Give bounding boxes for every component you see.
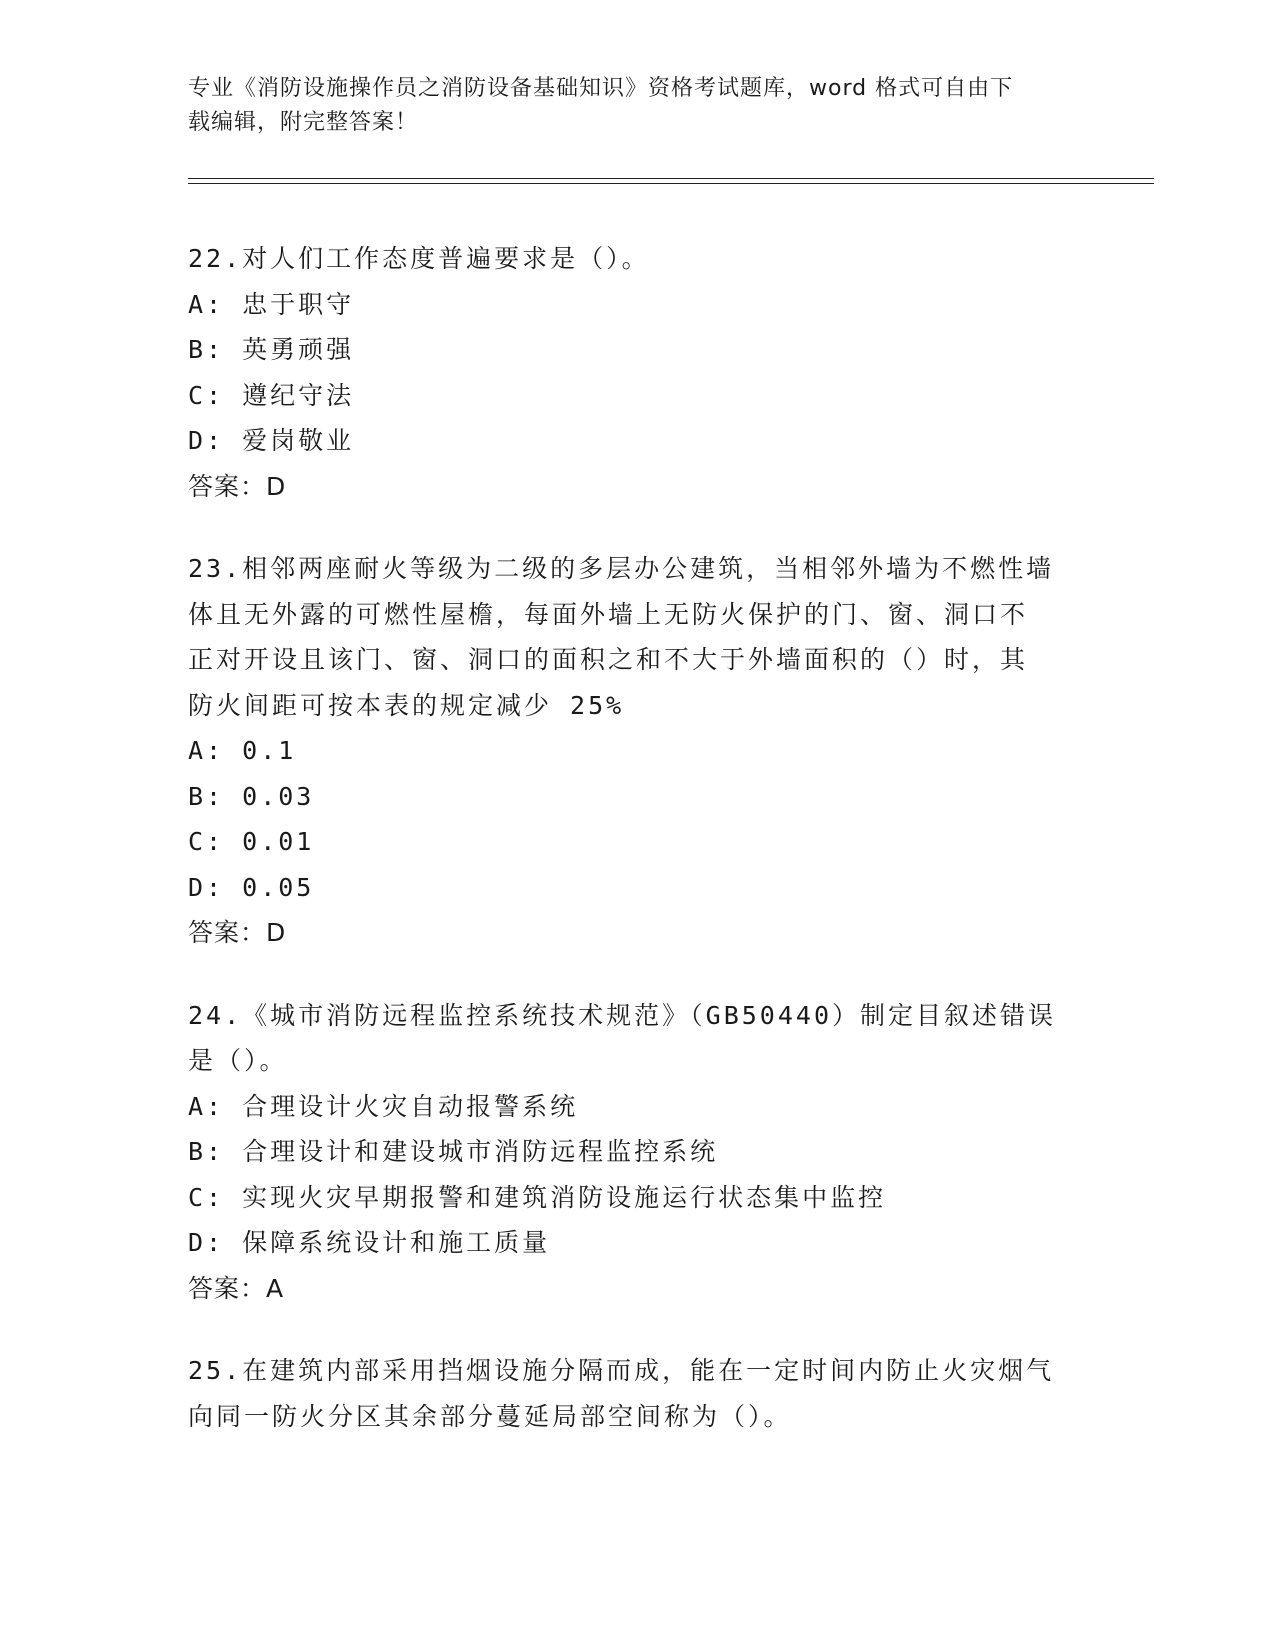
question-option: A: 忠于职守 <box>188 289 355 319</box>
header-line-2: 载编辑，附完整答案！ <box>188 110 419 135</box>
question-answer: 答案：D <box>188 918 287 947</box>
question-option: D: 爱岗敬业 <box>188 426 355 455</box>
question-stem-line: 24.《城市消防远程监控系统技术规范》（GB50440）制定目叙述错误 <box>188 1000 1057 1030</box>
question-option: B: 0.03 <box>188 781 315 811</box>
header-divider-bottom <box>188 183 1154 184</box>
question-option: C: 0.01 <box>188 827 315 856</box>
question-stem-line: 是（）。 <box>188 1046 288 1075</box>
question-block <box>188 1348 1088 1439</box>
question-option: D: 保障系统设计和施工质量 <box>188 1228 551 1257</box>
question-block <box>188 236 1088 509</box>
question-option: C: 实现火灾早期报警和建筑消防设施运行状态集中监控 <box>188 1182 887 1212</box>
question-answer: 答案：A <box>188 1273 285 1303</box>
question-option: A: 0.1 <box>188 736 297 765</box>
question-list <box>188 236 1088 1476</box>
question-stem-line: 体且无外露的可燃性屋檐，每面外墙上无防火保护的门、窗、洞口不 <box>188 599 1029 629</box>
question-option: A: 合理设计火灾自动报警系统 <box>188 1091 579 1121</box>
question-stem-line: 22.对人们工作态度普遍要求是（）。 <box>188 244 650 273</box>
question-stem-line: 23.相邻两座耐火等级为二级的多层办公建筑，当相邻外墙为不燃性墙 <box>188 554 1055 583</box>
question-answer: 答案：D <box>188 471 287 501</box>
question-stem-line: 25.在建筑内部采用挡烟设施分隔而成，能在一定时间内防止火灾烟气 <box>188 1356 1055 1385</box>
question-block <box>188 546 1088 956</box>
question-option: C: 遵纪守法 <box>188 380 355 410</box>
header-line-1: 专业《消防设施操作员之消防设备基础知识》资格考试题库，word 格式可自由下 <box>188 76 1014 101</box>
document-header <box>188 72 1088 140</box>
question-stem-line: 向同一防火分区其余部分蔓延局部空间称为（）。 <box>188 1401 792 1431</box>
question-block <box>188 993 1088 1312</box>
header-divider-top <box>188 178 1154 179</box>
question-option: B: 合理设计和建设城市消防远程监控系统 <box>188 1137 719 1166</box>
question-option: D: 0.05 <box>188 872 315 902</box>
question-stem-line: 防火间距可按本表的规定减少 25% <box>188 690 625 720</box>
question-option: B: 英勇顽强 <box>188 335 355 364</box>
question-stem-line: 正对开设且该门、窗、洞口的面积之和不大于外墙面积的（）时，其 <box>188 645 1029 674</box>
